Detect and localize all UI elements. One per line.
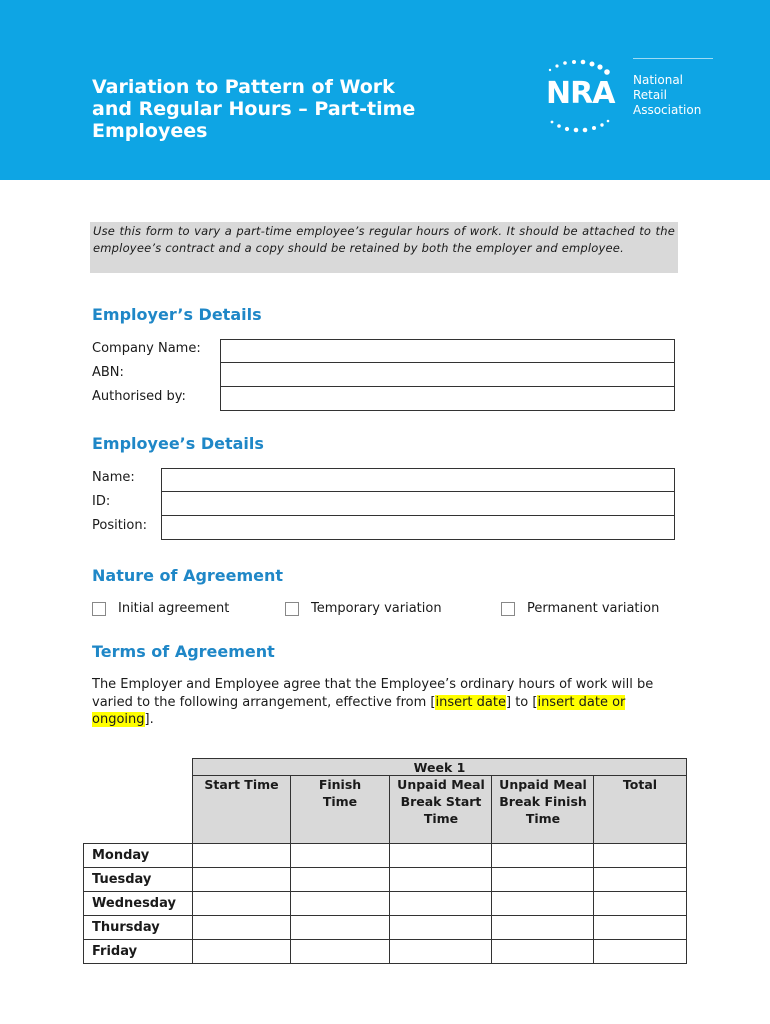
abn-field[interactable]: [220, 363, 675, 387]
authorised-by-field[interactable]: [220, 387, 675, 411]
header-banner: [0, 0, 770, 180]
logo-name: National Retail Association: [633, 73, 702, 117]
schedule-input-cell[interactable]: [192, 939, 291, 964]
schedule-input-cell[interactable]: [593, 915, 687, 940]
insert-end-date-placeholder[interactable]: insert date or ongoing: [92, 694, 626, 727]
schedule-input-cell[interactable]: [593, 843, 687, 868]
schedule-input-cell[interactable]: [389, 891, 492, 916]
terms-heading: Terms of Agreement: [92, 642, 275, 661]
initial-agreement-option[interactable]: [92, 601, 229, 616]
schedule-input-cell[interactable]: [290, 939, 390, 964]
schedule-input-cell[interactable]: [593, 891, 687, 916]
insert-date-placeholder[interactable]: insert date: [435, 694, 506, 710]
employer-heading: Employer’s Details: [92, 305, 262, 324]
company-name-field[interactable]: [220, 339, 675, 363]
schedule-input-cell[interactable]: [192, 891, 291, 916]
id-label: ID:: [92, 494, 111, 509]
temporary-variation-option[interactable]: [285, 601, 442, 616]
schedule-input-cell[interactable]: [593, 939, 687, 964]
schedule-input-cell[interactable]: [192, 867, 291, 892]
position-label: Position:: [92, 518, 147, 533]
schedule-input-cell[interactable]: [192, 843, 291, 868]
schedule-input-cell[interactable]: [491, 867, 594, 892]
agreement-heading: Nature of Agreement: [92, 566, 284, 585]
day-label: Friday: [92, 944, 138, 959]
abn-label: ABN:: [92, 365, 124, 380]
col-start-time: Start Time: [204, 777, 279, 792]
schedule-input-cell[interactable]: [491, 891, 594, 916]
permanent-variation-label: Permanent variation: [527, 601, 660, 616]
schedule-input-cell[interactable]: [290, 843, 390, 868]
employee-position-field[interactable]: [161, 516, 675, 540]
schedule-input-cell[interactable]: [192, 915, 291, 940]
schedule-input-cell[interactable]: [491, 915, 594, 940]
nra-logo: [544, 58, 714, 134]
day-label: Wednesday: [92, 896, 176, 911]
schedule-input-cell[interactable]: [593, 867, 687, 892]
initial-agreement-label: Initial agreement: [118, 601, 230, 616]
checkbox-icon[interactable]: [501, 602, 515, 616]
temporary-variation-label: Temporary variation: [311, 601, 442, 616]
schedule-input-cell[interactable]: [290, 891, 390, 916]
logo-divider: [633, 58, 713, 59]
schedule-input-cell[interactable]: [290, 915, 390, 940]
week-label: Week 1: [413, 760, 466, 775]
checkbox-icon[interactable]: [92, 602, 106, 616]
employee-id-field[interactable]: [161, 492, 675, 516]
schedule-input-cell[interactable]: [389, 939, 492, 964]
schedule-input-cell[interactable]: [491, 843, 594, 868]
logo-mark: NRA: [546, 76, 615, 111]
employee-name-field[interactable]: [161, 468, 675, 492]
col-meal-finish: Unpaid Meal Break Finish Time: [499, 777, 587, 826]
schedule-input-cell[interactable]: [491, 939, 594, 964]
name-label: Name:: [92, 470, 135, 485]
company-name-label: Company Name:: [92, 341, 201, 356]
schedule-input-cell[interactable]: [389, 867, 492, 892]
terms-paragraph: The Employer and Employee agree that the Employee’s ordinary hours of work will be varied to the following arrangement, effective from [insert date] to [insert date or ongoing].: [92, 677, 654, 727]
intro-note: Use this form to vary a part-time employee’s regular hours of work. It should be attached to the employee’s contract and a copy should be retained by both the employer and employee.: [90, 222, 678, 273]
schedule-input-cell[interactable]: [389, 915, 492, 940]
checkbox-icon[interactable]: [285, 602, 299, 616]
document-title: Variation to Pattern of Work and Regular Hours – Part-time Employees: [92, 76, 416, 142]
col-finish-time: Finish Time: [318, 777, 362, 809]
schedule-input-cell[interactable]: [290, 867, 390, 892]
permanent-variation-option[interactable]: [501, 601, 659, 616]
schedule-input-cell[interactable]: [389, 843, 492, 868]
day-label: Monday: [92, 848, 150, 863]
day-label: Thursday: [92, 920, 160, 935]
day-label: Tuesday: [92, 872, 152, 887]
employee-heading: Employee’s Details: [92, 434, 264, 453]
authorised-by-label: Authorised by:: [92, 389, 186, 404]
col-total: Total: [622, 777, 658, 792]
col-meal-start: Unpaid Meal Break Start Time: [397, 777, 485, 826]
